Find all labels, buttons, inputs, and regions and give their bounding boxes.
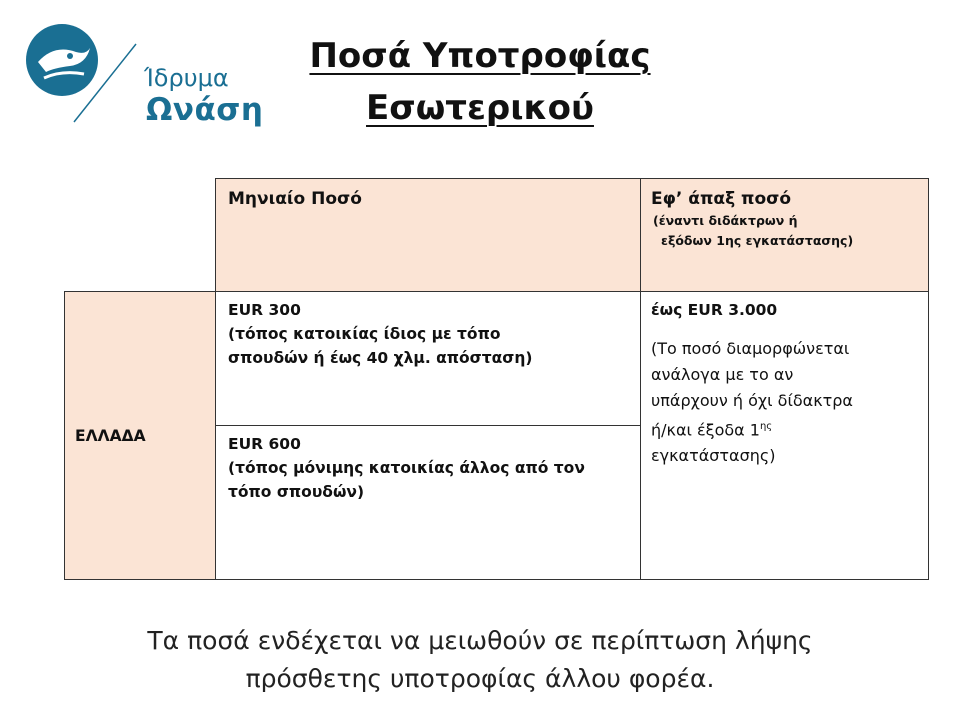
header-lump-note-2: εξόδων 1ης εγκατάστασης) xyxy=(661,233,854,248)
lump-note-4-sup: ης xyxy=(759,421,773,432)
header-lump-label: Εφ’ άπαξ ποσό xyxy=(651,189,792,209)
monthly-note-2b: τόπο σπουδών) xyxy=(228,483,365,501)
footer-note xyxy=(60,622,900,698)
logo-text-onasi: Ωνάση xyxy=(146,92,264,128)
monthly-note-2a: (τόπος μόνιμης κατοικίας άλλος από τον xyxy=(228,459,585,477)
lump-note-5: εγκατάστασης) xyxy=(651,446,776,466)
monthly-amount-cell-1 xyxy=(215,291,641,426)
lump-note-4: ή/και έξοδα 1 xyxy=(651,420,760,440)
header-monthly-label: Μηνιαίο Ποσό xyxy=(228,189,362,209)
monthly-note-1a: (τόπος κατοικίας ίδιος με τόπο xyxy=(228,325,501,343)
lump-amount: έως EUR 3.000 xyxy=(651,301,778,319)
monthly-amount-1: EUR 300 xyxy=(228,301,301,319)
lump-note-2: ανάλογα με το αν xyxy=(651,365,794,384)
title-line-2: Εσωτερικού xyxy=(366,88,594,128)
header-lump-cell xyxy=(640,178,929,292)
monthly-note-1b: σπουδών ή έως 40 χλμ. απόσταση) xyxy=(228,349,533,367)
monthly-amount-2: EUR 600 xyxy=(228,435,301,453)
header-monthly-cell xyxy=(215,178,641,292)
row-label-greece: ΕΛΛΑΔΑ xyxy=(75,426,146,445)
lump-note-4-wrap xyxy=(651,414,918,443)
monthly-amount-cell-2 xyxy=(215,425,641,580)
footer-line-2: πρόσθετης υποτροφίας άλλου φορέα. xyxy=(245,664,715,693)
lump-note-3: υπάρχουν ή όχι δίδακτρα xyxy=(651,391,853,410)
lump-amount-cell xyxy=(640,291,929,580)
page-title xyxy=(240,30,720,134)
header-lump-note-1: (έναντι διδάκτρων ή xyxy=(653,213,798,228)
footer-line-1: Τα ποσά ενδέχεται να μειωθούν σε περίπτωση λήψης xyxy=(147,626,813,655)
onassis-logo xyxy=(24,22,264,132)
row-label-cell xyxy=(64,291,216,580)
logo-text-idryma: Ίδρυμα xyxy=(144,64,229,92)
lump-note-1: (Το ποσό διαμορφώνεται xyxy=(651,339,850,358)
title-line-1: Ποσά Υποτροφίας xyxy=(309,36,651,76)
